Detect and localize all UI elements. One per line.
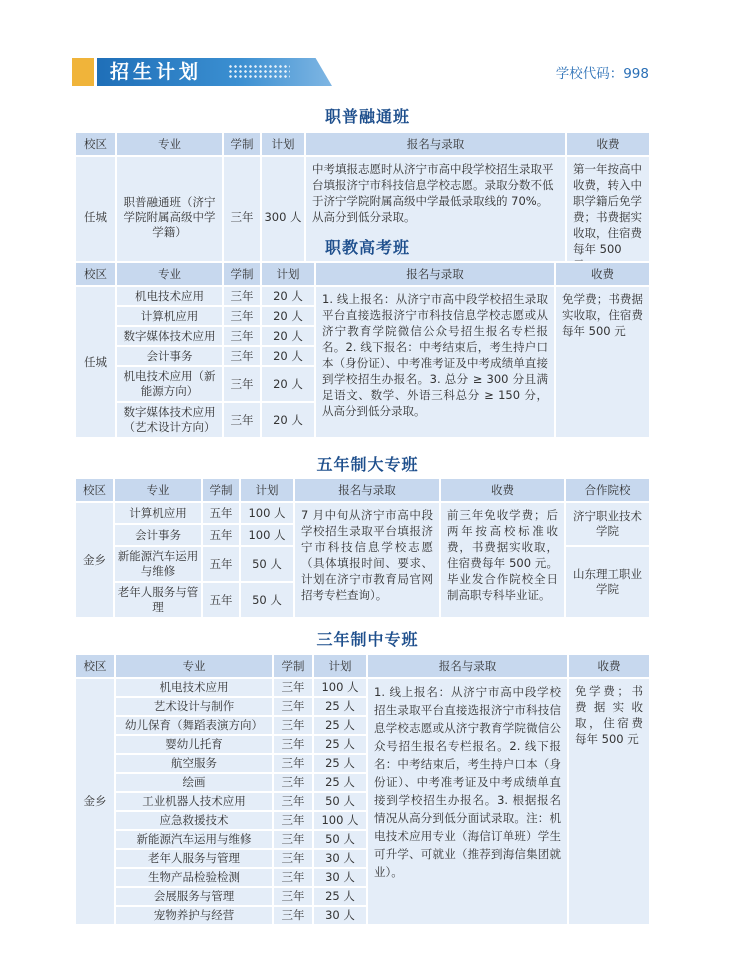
major-cell: 会计事务 xyxy=(114,524,202,546)
page-title: 招生计划 xyxy=(110,61,203,83)
section-title-three-year: 三年制中专班 xyxy=(316,630,419,649)
plan-cell: 50 人 xyxy=(240,582,294,618)
admission-cell: 中考填报志愿时从济宁市高中段学校招生录取平台填报济宁市科技信息学校志愿。录取分数不低于济宁学院附属高级中学最低录取线的 70%。从高分到低分录取。 xyxy=(305,156,566,278)
section-title-vocational-exam: 职教高考班 xyxy=(324,238,410,257)
plan-cell: 20 人 xyxy=(261,346,315,366)
years-cell: 三年 xyxy=(273,716,313,735)
plan-cell: 25 人 xyxy=(313,773,367,792)
plan-cell: 25 人 xyxy=(313,697,367,716)
major-cell: 机电技术应用 xyxy=(115,678,273,697)
table-header-row xyxy=(75,132,650,156)
plan-cell: 20 人 xyxy=(261,286,315,306)
years-cell: 五年 xyxy=(202,502,240,524)
page-header xyxy=(0,48,735,92)
major-cell: 应急救援技术 xyxy=(115,811,273,830)
header-plan: 计划 xyxy=(261,262,315,286)
plan-cell: 20 人 xyxy=(261,366,315,402)
table-three-year xyxy=(74,653,651,926)
major-cell: 老年人服务与管理 xyxy=(114,582,202,618)
plan-cell: 20 人 xyxy=(261,326,315,346)
years-cell: 三年 xyxy=(223,156,261,278)
plan-cell: 300 人 xyxy=(261,156,305,278)
plan-cell: 50 人 xyxy=(313,830,367,849)
header-plan: 计划 xyxy=(313,654,367,678)
table-row xyxy=(75,678,650,697)
header-admission: 报名与录取 xyxy=(315,262,555,286)
table-header-row xyxy=(75,262,650,286)
major-cell: 会展服务与管理 xyxy=(115,887,273,906)
years-cell: 三年 xyxy=(273,792,313,811)
header-accent-stripe xyxy=(72,58,94,86)
years-cell: 三年 xyxy=(273,735,313,754)
admission-cell: 1. 线上报名：从济宁市高中段学校招生录取平台直接选报济宁市科技信息学校志愿或从济宁教育学院微信公众号招生报名专栏报名。2. 线下报名：中考结束后，考生持户口本（身份证）、中考准考证及中考成绩单直接到学校招生办报名。3. 总分 ≥ 300 分且满足语文、数学、外语三科总分 ≥ 150 分，从高分到低分录取。 xyxy=(315,286,555,438)
header-campus: 校区 xyxy=(75,654,115,678)
section-title-vocational-general: 职普融通班 xyxy=(324,107,410,126)
header-partner: 合作院校 xyxy=(565,478,650,502)
fee-cell: 第一年按高中收费，转入中职学籍后免学费；书费据实收取，住宿费每年 500 xyxy=(566,156,650,278)
plan-cell: 25 人 xyxy=(313,887,367,906)
major-cell: 职普融通班（济宁学院附属高级中学学籍） xyxy=(116,156,223,278)
years-cell: 三年 xyxy=(273,830,313,849)
major-cell: 机电技术应用 xyxy=(116,286,223,306)
years-cell: 五年 xyxy=(202,524,240,546)
header-fee: 收费 xyxy=(555,262,650,286)
header-fee: 收费 xyxy=(440,478,565,502)
header-years: 学制 xyxy=(223,132,261,156)
years-cell: 三年 xyxy=(223,346,261,366)
plan-cell: 100 人 xyxy=(240,502,294,524)
years-cell: 三年 xyxy=(223,286,261,306)
school-code: 学校代码：998 xyxy=(555,66,649,82)
plan-cell: 25 人 xyxy=(313,716,367,735)
table-vocational-exam xyxy=(74,261,651,439)
major-cell: 新能源汽车运用与维修 xyxy=(114,546,202,582)
plan-cell: 30 人 xyxy=(313,849,367,868)
plan-cell: 100 人 xyxy=(313,811,367,830)
section-title-five-year: 五年制大专班 xyxy=(316,455,419,474)
plan-cell: 25 人 xyxy=(313,735,367,754)
plan-cell: 30 人 xyxy=(313,868,367,887)
years-cell: 三年 xyxy=(273,697,313,716)
partner-cell: 济宁职业技术学院 xyxy=(565,502,650,546)
major-cell: 计算机应用 xyxy=(114,502,202,524)
major-cell: 新能源汽车运用与维修 xyxy=(115,830,273,849)
years-cell: 三年 xyxy=(273,773,313,792)
years-cell: 三年 xyxy=(273,906,313,925)
header-fee: 收费 xyxy=(568,654,650,678)
years-cell: 三年 xyxy=(223,306,261,326)
header-major: 专业 xyxy=(116,262,223,286)
years-cell: 五年 xyxy=(202,582,240,618)
table-five-year xyxy=(74,477,651,619)
years-cell: 三年 xyxy=(273,678,313,697)
plan-cell: 30 人 xyxy=(313,906,367,925)
years-cell: 三年 xyxy=(223,366,261,402)
campus-cell: 金乡 xyxy=(75,678,115,925)
header-campus: 校区 xyxy=(75,262,116,286)
plan-cell: 50 人 xyxy=(240,546,294,582)
major-cell: 计算机应用 xyxy=(116,306,223,326)
plan-cell: 100 人 xyxy=(240,524,294,546)
plan-cell: 50 人 xyxy=(313,792,367,811)
years-cell: 五年 xyxy=(202,546,240,582)
major-cell: 工业机器人技术应用 xyxy=(115,792,273,811)
major-cell: 机电技术应用（新能源方向） xyxy=(116,366,223,402)
plan-cell: 100 人 xyxy=(313,678,367,697)
header-admission: 报名与录取 xyxy=(305,132,566,156)
header-dot-pattern xyxy=(228,64,290,80)
years-cell: 三年 xyxy=(223,326,261,346)
header-years: 学制 xyxy=(223,262,261,286)
header-years: 学制 xyxy=(273,654,313,678)
campus-cell: 金乡 xyxy=(75,502,114,618)
header-major: 专业 xyxy=(114,478,202,502)
header-campus: 校区 xyxy=(75,132,116,156)
major-cell: 老年人服务与管理 xyxy=(115,849,273,868)
header-campus: 校区 xyxy=(75,478,114,502)
header-major: 专业 xyxy=(115,654,273,678)
table-row xyxy=(75,502,650,524)
years-cell: 三年 xyxy=(273,754,313,773)
header-plan: 计划 xyxy=(240,478,294,502)
years-cell: 三年 xyxy=(273,811,313,830)
table-header-row xyxy=(75,654,650,678)
years-cell: 三年 xyxy=(223,402,261,438)
table-header-row xyxy=(75,478,650,502)
fee-cell: 前三年免收学费；后两年按高校标准收费，书费据实收取，住宿费每年 500 元。毕业发合作院校全日制高职专科毕业证。 xyxy=(440,502,565,618)
campus-cell: 任城 xyxy=(75,156,116,278)
major-cell: 航空服务 xyxy=(115,754,273,773)
fee-cell: 免学费；书费据实收取，住宿费每年 500 元 xyxy=(568,678,650,925)
header-years: 学制 xyxy=(202,478,240,502)
major-cell: 宠物养护与经营 xyxy=(115,906,273,925)
header-admission: 报名与录取 xyxy=(367,654,568,678)
years-cell: 三年 xyxy=(273,887,313,906)
header-admission: 报名与录取 xyxy=(294,478,440,502)
header-plan: 计划 xyxy=(261,132,305,156)
header-major: 专业 xyxy=(116,132,223,156)
plan-cell: 20 人 xyxy=(261,306,315,326)
plan-cell: 25 人 xyxy=(313,754,367,773)
fee-cell: 免学费；书费据实收取，住宿费每年 500 元 xyxy=(555,286,650,438)
table-row xyxy=(75,286,650,306)
major-cell: 婴幼儿托育 xyxy=(115,735,273,754)
major-cell: 生物产品检验检测 xyxy=(115,868,273,887)
major-cell: 幼儿保育（舞蹈表演方向） xyxy=(115,716,273,735)
years-cell: 三年 xyxy=(273,868,313,887)
partner-cell: 山东理工职业学院 xyxy=(565,546,650,618)
major-cell: 艺术设计与制作 xyxy=(115,697,273,716)
years-cell: 三年 xyxy=(273,849,313,868)
major-cell: 会计事务 xyxy=(116,346,223,366)
major-cell: 数字媒体技术应用（艺术设计方向） xyxy=(116,402,223,438)
admission-cell: 1. 线上报名：从济宁市高中段学校招生录取平台直接选报济宁市科技信息学校志愿或从济宁教育学院微信公众号招生报名专栏报名。2. 线下报名：中考结束后，考生持户口本（身份证）、中考准考证及中考成绩单直接到学校招生办报名。3. 根据报名情况从高分到低分面试录取。注：机电技术应用专业（海信订单班）学生可升学、可就业（推荐到海信集团就业）。 xyxy=(367,678,568,925)
plan-cell: 20 人 xyxy=(261,402,315,438)
admission-cell: 7 月中旬从济宁市高中段学校招生录取平台填报济宁市科技信息学校志愿（具体填报时间、要求、计划在济宁市教育局官网招考专栏查询）。 xyxy=(294,502,440,618)
major-cell: 数字媒体技术应用 xyxy=(116,326,223,346)
campus-cell: 任城 xyxy=(75,286,116,438)
table-row xyxy=(75,156,650,278)
major-cell: 绘画 xyxy=(115,773,273,792)
header-fee: 收费 xyxy=(566,132,650,156)
